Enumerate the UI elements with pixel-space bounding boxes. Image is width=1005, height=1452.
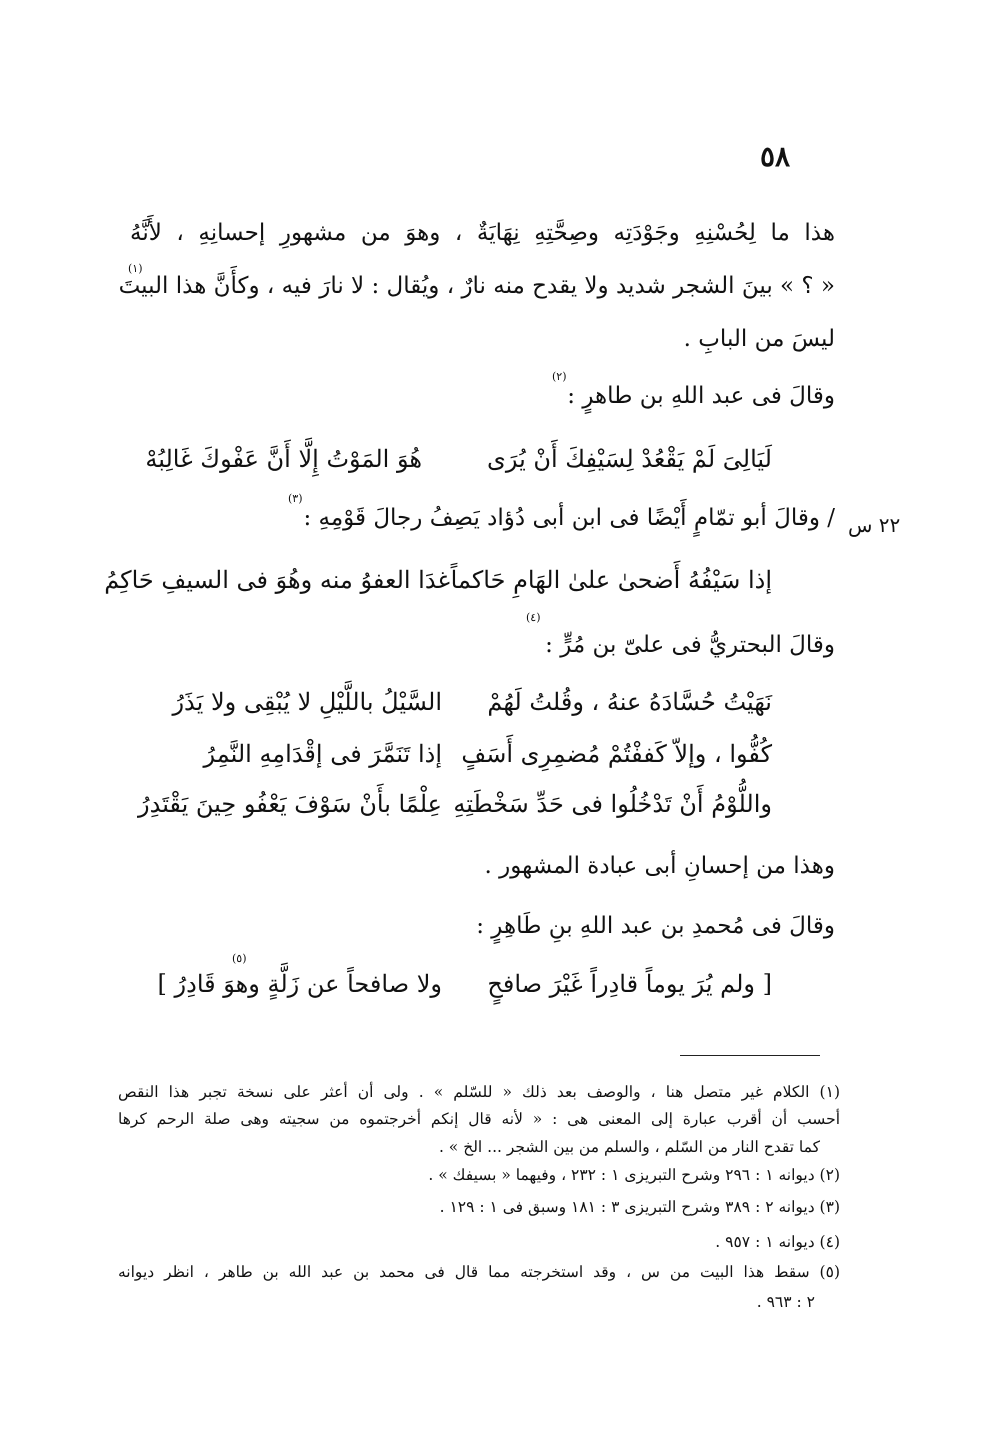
verse-hemistich-first: واللُّوْمُ أَنْ تَدْخُلُوا فى حَدِّ سَخْطَتِهِ	[453, 790, 772, 818]
verse-hemistich-first: [ ولم يُرَ يوماً قادِراً غَيْرَ صافحٍ	[487, 970, 772, 998]
footnote-marker: (٢)	[552, 370, 567, 383]
paragraph-line: ليسَ من البابِ .	[683, 326, 835, 352]
footnote-marker: (٤)	[526, 611, 541, 624]
verse-intro: وقالَ فى عبد اللهِ بن طاهرٍ :	[567, 383, 835, 409]
verse-hemistich-second: غدَا العفوُ منه وهُوَ فى السيفِ حَاكِمُ	[104, 566, 450, 594]
footnote-line: (١) الكلام غير متصل هنا ، والوصف بعد ذلك « للسّلم » . ولى أن أعثر على نسخة تجبر هذا النقص	[118, 1083, 840, 1101]
verse-hemistich-second: ولا صافحاً عن زَلَّةٍ وهوَ قَادِرُ ]	[157, 970, 442, 998]
page-number: ٥٨	[760, 140, 791, 173]
footnote-line: (٥) سقط هذا البيت من س ، وقد استخرجته مما قال فى محمد بن عبد الله بن طاهر ، انظر ديوانه	[118, 1263, 840, 1281]
footnote-marker: (٥)	[232, 952, 247, 965]
footnote-separator	[680, 1055, 820, 1056]
footnote-marker: (١)	[128, 262, 143, 275]
footnote-line: ٢ : ٩٦٣ .	[756, 1293, 815, 1311]
verse-intro: وقالَ فى مُحمدِ بن عبد اللهِ بنِ طَاهِرٍ :	[476, 913, 835, 939]
paragraph-line: هذا ما لِحُسْنِهِ وجَوْدَتِه وصِحَّتِهِ نِهَايَةٌ ، وهوَ من مشهورِ إحسانِهِ ، لأَنَّهُ	[130, 220, 835, 246]
verse-hemistich-first: نَهَيْتُ حُسَّادَهُ عنهُ ، وقُلتُ لَهُمْ	[487, 688, 772, 716]
verse-intro: / وقالَ أبو تمّامٍ أَيْضًا فى ابن أبى دُؤاد يَصِفُ رجالَ قَوْمِهِ :	[303, 505, 835, 531]
verse-hemistich-second: السَّيْلُ باللَّيْلِ لا يُبْقِى ولا يَذَرُ	[172, 688, 442, 716]
footnote-line: (٤) ديوانه ١ : ٩٥٧ .	[715, 1233, 840, 1251]
verse-hemistich-second: هُوَ المَوْتُ إِلَّا أَنَّ عَفْوكَ غَالِبُهْ	[145, 445, 422, 473]
footnote-line: أحسب أن أقرب عبارة إلى المعنى هى : « لأنه قال إنكم أخرجتموه من سجيته وهى صلة الرحم كرها	[118, 1110, 840, 1128]
verse-hemistich-first: لَيَالِىَ لَمْ يَقْعُدْ لِسَيْفِكَ أَنْ يُرَى	[487, 445, 772, 473]
footnote-line: (٣) ديوانه ٢ : ٣٨٩ وشرح التبريزى ٣ : ١٨١ وسبق فى ١ : ١٢٩ .	[439, 1198, 840, 1216]
comment-line: وهذا من إحسانِ أبى عبادة المشهور .	[484, 853, 835, 879]
verse-intro: وقالَ البحتريُّ فى علىّ بن مُرٍّ :	[545, 632, 835, 658]
footnote-line: كما تقدح النار من السّلم ، والسلم من بين الشجر ... الخ » .	[438, 1138, 820, 1156]
footnote-line: (٢) ديوانه ١ : ٢٩٦ وشرح التبريزى ١ : ٢٣٢ ، وفيهما « بسيفك » .	[428, 1166, 840, 1184]
margin-note: ٢٢ س	[848, 513, 901, 537]
verse-hemistich-second: إذا تَنَمَّرَ فى إقْدَامِهِ النَّمِرُ	[203, 740, 442, 768]
verse-hemistich-first: إذا سَيْفُهُ أَضحىٰ علىٰ الهَامِ حَاكماً	[450, 566, 772, 594]
paragraph-line: « ؟ » بينَ الشجر شديد ولا يقدح منه نارٌ ، ويُقال : لا نارَ فيه ، وكأَنَّ هذا البيتَ	[118, 273, 835, 299]
verse-hemistich-first: كُفُّوا ، وإلاّ كَففْتُمْ مُضمِرِى أَسَفٍ	[461, 740, 772, 768]
footnote-marker: (٣)	[288, 492, 303, 505]
verse-hemistich-second: عِلْمًا بأَنْ سَوْفَ يَعْفُو حِينَ يَقْتَدِرُ	[138, 790, 442, 818]
